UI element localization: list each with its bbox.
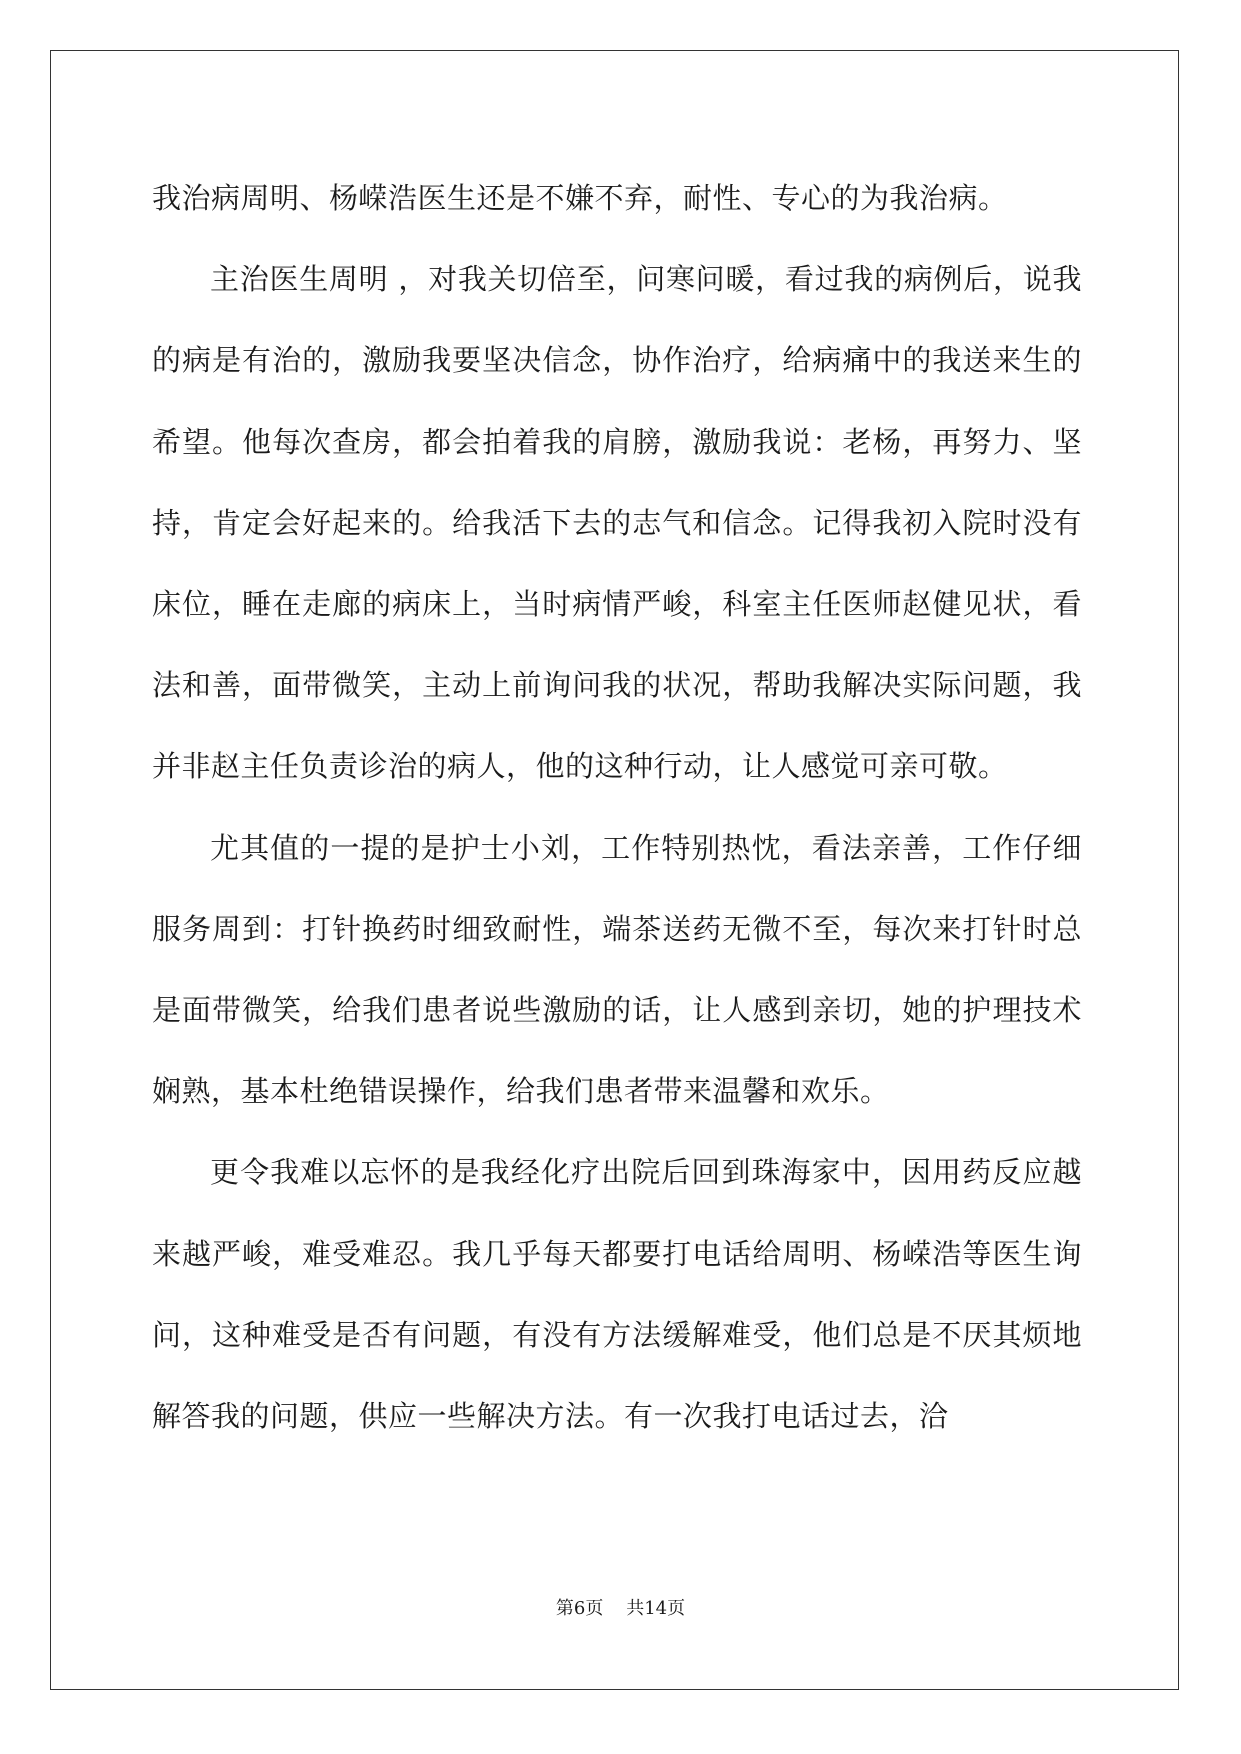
paragraph-3: 尤其值的一提的是护士小刘，工作特别热忱，看法亲善，工作仔细服务周到：打针换药时细致耐性，端茶送药无微不至，每次来打针时总是面带微笑，给我们患者说些激励的话，让人感到亲切，她的护理技术娴熟，基本杜绝错误操作，给我们患者带来温馨和欢乐。 <box>152 830 1082 1109</box>
page-footer <box>0 1597 1241 1621</box>
page-number: 第6页 共14页 <box>555 1598 686 1619</box>
paragraph-2: 主治医生周明 ，对我关切倍至，问寒问暖，看过我的病例后，说我的病是有治的，激励我要坚决信念，协作治疗，给病痛中的我送来生的希望。他每次查房，都会拍着我的肩膀，激励我说：老杨，再努力、坚持，肯定会好起来的。给我活下去的志气和信念。记得我初入院时没有床位，睡在走廊的病床上，当时病情严峻，科室主任医师赵健见状，看法和善，面带微笑，主动上前询问我的状况，帮助我解决实际问题，我并非赵主任负责诊治的病人，他的这种行动，让人感觉可亲可敬。 <box>152 262 1082 784</box>
document-body <box>152 158 1082 1457</box>
paragraph-1: 我治病周明、杨嵘浩医生还是不嫌不弃，耐性、专心的为我治病。 <box>152 181 1008 215</box>
paragraph-4: 更令我难以忘怀的是我经化疗出院后回到珠海家中，因用药反应越来越严峻，难受难忍。我几乎每天都要打电话给周明、杨嵘浩等医生询问，这种难受是否有问题，有没有方法缓解难受，他们总是不厌其烦地解答我的问题，供应一些解决方法。有一次我打电话过去，洽 <box>152 1155 1082 1434</box>
